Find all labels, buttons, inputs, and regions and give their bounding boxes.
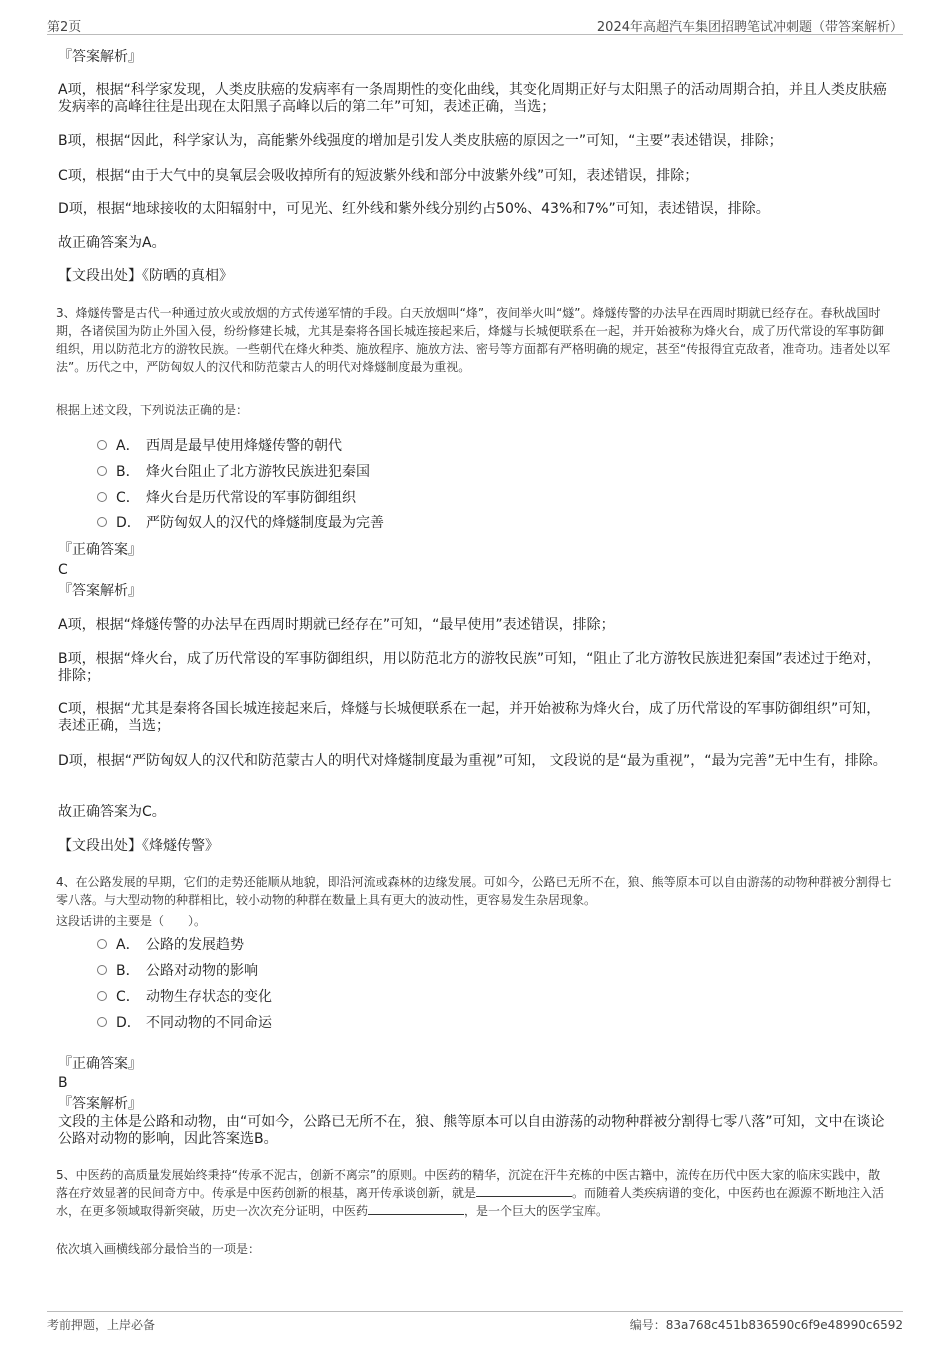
fill-blank-1 <box>476 1184 572 1197</box>
radio-button-icon[interactable] <box>97 440 107 450</box>
q4-option-d[interactable] <box>97 1014 272 1032</box>
option-text: 严防匈奴人的汉代的烽燧制度最为完善 <box>146 515 384 531</box>
q3-option-c[interactable] <box>97 489 356 507</box>
q4-answer: B <box>58 1075 68 1091</box>
option-text: 烽火台阻止了北方游牧民族进犯秦国 <box>146 464 370 480</box>
q3-option-d[interactable] <box>97 514 384 532</box>
q5-stem-part1: 5、中医药的高质量发展始终秉持“传承不泥古，创新不离宗”的原则。中医药的精华，沉淀在汗牛充栋的中医古籍中，流传在历代中医大家的临床实践中，散落在疗效显著的民间奇方中。传承是中医药创新的根基，离开传承谈创新，就是 <box>56 1168 881 1200</box>
q3-source: 【文段出处】《烽燧传警》 <box>58 838 219 854</box>
option-letter: B． <box>116 963 140 979</box>
q4-question: 这段话讲的主要是（ ）。 <box>56 914 207 928</box>
option-letter: C． <box>116 989 140 1005</box>
option-letter: B． <box>116 464 140 480</box>
q3-option-b[interactable] <box>97 463 370 481</box>
document-title: 2024年高超汽车集团招聘笔试冲刺题（带答案解析） <box>596 20 903 35</box>
q4-answer-title: 『正确答案』 <box>58 1056 142 1072</box>
option-text: 不同动物的不同命运 <box>146 1015 272 1031</box>
radio-button-icon[interactable] <box>97 492 107 502</box>
option-letter: A． <box>116 438 140 454</box>
radio-button-icon[interactable] <box>97 517 107 527</box>
q4-option-b[interactable] <box>97 962 258 980</box>
q2-source: 【文段出处】《防晒的真相》 <box>58 268 233 284</box>
document-id: 编号：83a768c451b836590c6f9e48990c6592 <box>629 1318 903 1332</box>
page-header <box>47 14 903 35</box>
q4-option-c[interactable] <box>97 988 272 1006</box>
q4-stem: 4、在公路发展的早期，它们的走势还能顺从地貌，即沿河流或森林的边缘发展。可如今，公路已无所不在，狼、熊等原本可以自由游荡的动物种群被分割得七零八落。与大型动物的种群相比，较小动物的种群在数量上具有更大的波动性，更容易发生杂居现象。 <box>56 875 892 907</box>
q2-analysis-b: B项，根据“因此，科学家认为，高能紫外线强度的增加是引发人类皮肤癌的原因之一”可知，“主要”表述错误，排除； <box>58 133 783 149</box>
q3-question: 根据上述文段，下列说法正确的是： <box>56 403 249 417</box>
q5-stem <box>56 1166 892 1220</box>
q4-analysis: 文段的主体是公路和动物，由“可如今，公路已无所不在，狼、熊等原本可以自由游荡的动物种群被分割得七零八落”可知，文中在谈论公路对动物的影响，因此答案选B。 <box>58 1114 885 1147</box>
q2-analysis-a: A项，根据“科学家发现，人类皮肤癌的发病率有一条周期性的变化曲线，其变化周期正好与太阳黑子的活动周期合拍，并且人类皮肤癌发病率的高峰往往是出现在太阳黑子高峰以后的第二年”可知，表述正确，当选； <box>58 82 887 115</box>
radio-button-icon[interactable] <box>97 991 107 1001</box>
q4-analysis-title: 『答案解析』 <box>58 1096 142 1112</box>
q5-stem-part3: ，是一个巨大的医学宝库。 <box>464 1204 609 1218</box>
q5-stem-part2: 。而随着人类疾病谱的变化，中医药也在源源不断地注入活水，在更多领域取得新突破，历史一次次充分证明，中医药 <box>56 1186 885 1218</box>
radio-button-icon[interactable] <box>97 939 107 949</box>
q3-analysis-b: B项，根据“烽火台，成了历代常设的军事防御组织，用以防范北方的游牧民族”可知，“阻止了北方游牧民族进犯秦国”表述过于绝对，排除； <box>58 651 881 684</box>
option-letter: D． <box>116 1015 141 1031</box>
option-text: 动物生存状态的变化 <box>146 989 272 1005</box>
page-footer <box>47 1311 903 1334</box>
option-letter: D． <box>116 515 141 531</box>
q5-question: 依次填入画横线部分最恰当的一项是： <box>56 1242 261 1256</box>
q3-analysis-c: C项，根据“尤其是秦将各国长城连接起来后，烽燧与长城便联系在一起，并开始被称为烽火台，成了历代常设的军事防御组织”可知，表述正确，当选； <box>58 701 881 734</box>
option-text: 公路的发展趋势 <box>146 937 244 953</box>
q2-analysis-c: C项，根据“由于大气中的臭氧层会吸收掉所有的短波紫外线和部分中波紫外线”可知，表述错误，排除； <box>58 168 699 184</box>
option-text: 西周是最早使用烽燧传警的朝代 <box>146 438 342 454</box>
fill-blank-2 <box>368 1202 464 1215</box>
q2-conclusion: 故正确答案为A。 <box>58 235 166 251</box>
q3-answer: C <box>58 562 68 578</box>
page-number: 第2页 <box>47 20 82 35</box>
q3-analysis-a: A项，根据“烽燧传警的办法早在西周时期就已经存在”可知，“最早使用”表述错误，排除； <box>58 617 615 633</box>
footer-slogan: 考前押题，上岸必备 <box>47 1318 156 1332</box>
radio-button-icon[interactable] <box>97 1017 107 1027</box>
option-text: 公路对动物的影响 <box>146 963 258 979</box>
radio-button-icon[interactable] <box>97 965 107 975</box>
radio-button-icon[interactable] <box>97 466 107 476</box>
q2-analysis-title: 『答案解析』 <box>58 49 142 65</box>
q3-analysis-d: D项，根据“严防匈奴人的汉代和防范蒙古人的明代对烽燧制度最为重视”可知， 文段说的是“最为重视”，“最为完善”无中生有，排除。 <box>58 753 887 769</box>
q3-stem: 3、烽燧传警是古代一种通过放火或放烟的方式传递军情的手段。白天放烟叫“烽”，夜间举火叫“燧”。烽燧传警的办法早在西周时期就已经存在。春秋战国时期，各诸侯国为防止外国入侵，纷纷修建长城，尤其是秦将各国长城连接起来后，烽燧与长城便联系在一起，并开始被称为烽火台，成了历代常设的军事防御组织，用以防范北方的游牧民族。一些朝代在烽火种类、施放程序、施放方法、密号等方面都有严格明确的规定，甚至“传报得宜克敌者，准奇功。违者处以军法”。历代之中，严防匈奴人的汉代和防范蒙古人的明代对烽燧制度最为重视。 <box>56 306 891 374</box>
option-letter: A． <box>116 937 140 953</box>
q3-answer-title: 『正确答案』 <box>58 542 142 558</box>
q3-analysis-title: 『答案解析』 <box>58 583 142 599</box>
option-letter: C． <box>116 490 140 506</box>
q4-option-a[interactable] <box>97 936 244 954</box>
q3-conclusion: 故正确答案为C。 <box>58 804 166 820</box>
option-text: 烽火台是历代常设的军事防御组织 <box>146 490 356 506</box>
q3-option-a[interactable] <box>97 437 342 455</box>
q2-analysis-d: D项，根据“地球接收的太阳辐射中，可见光、红外线和紫外线分别约占50%、43%和7%”可知，表述错误，排除。 <box>58 201 770 217</box>
